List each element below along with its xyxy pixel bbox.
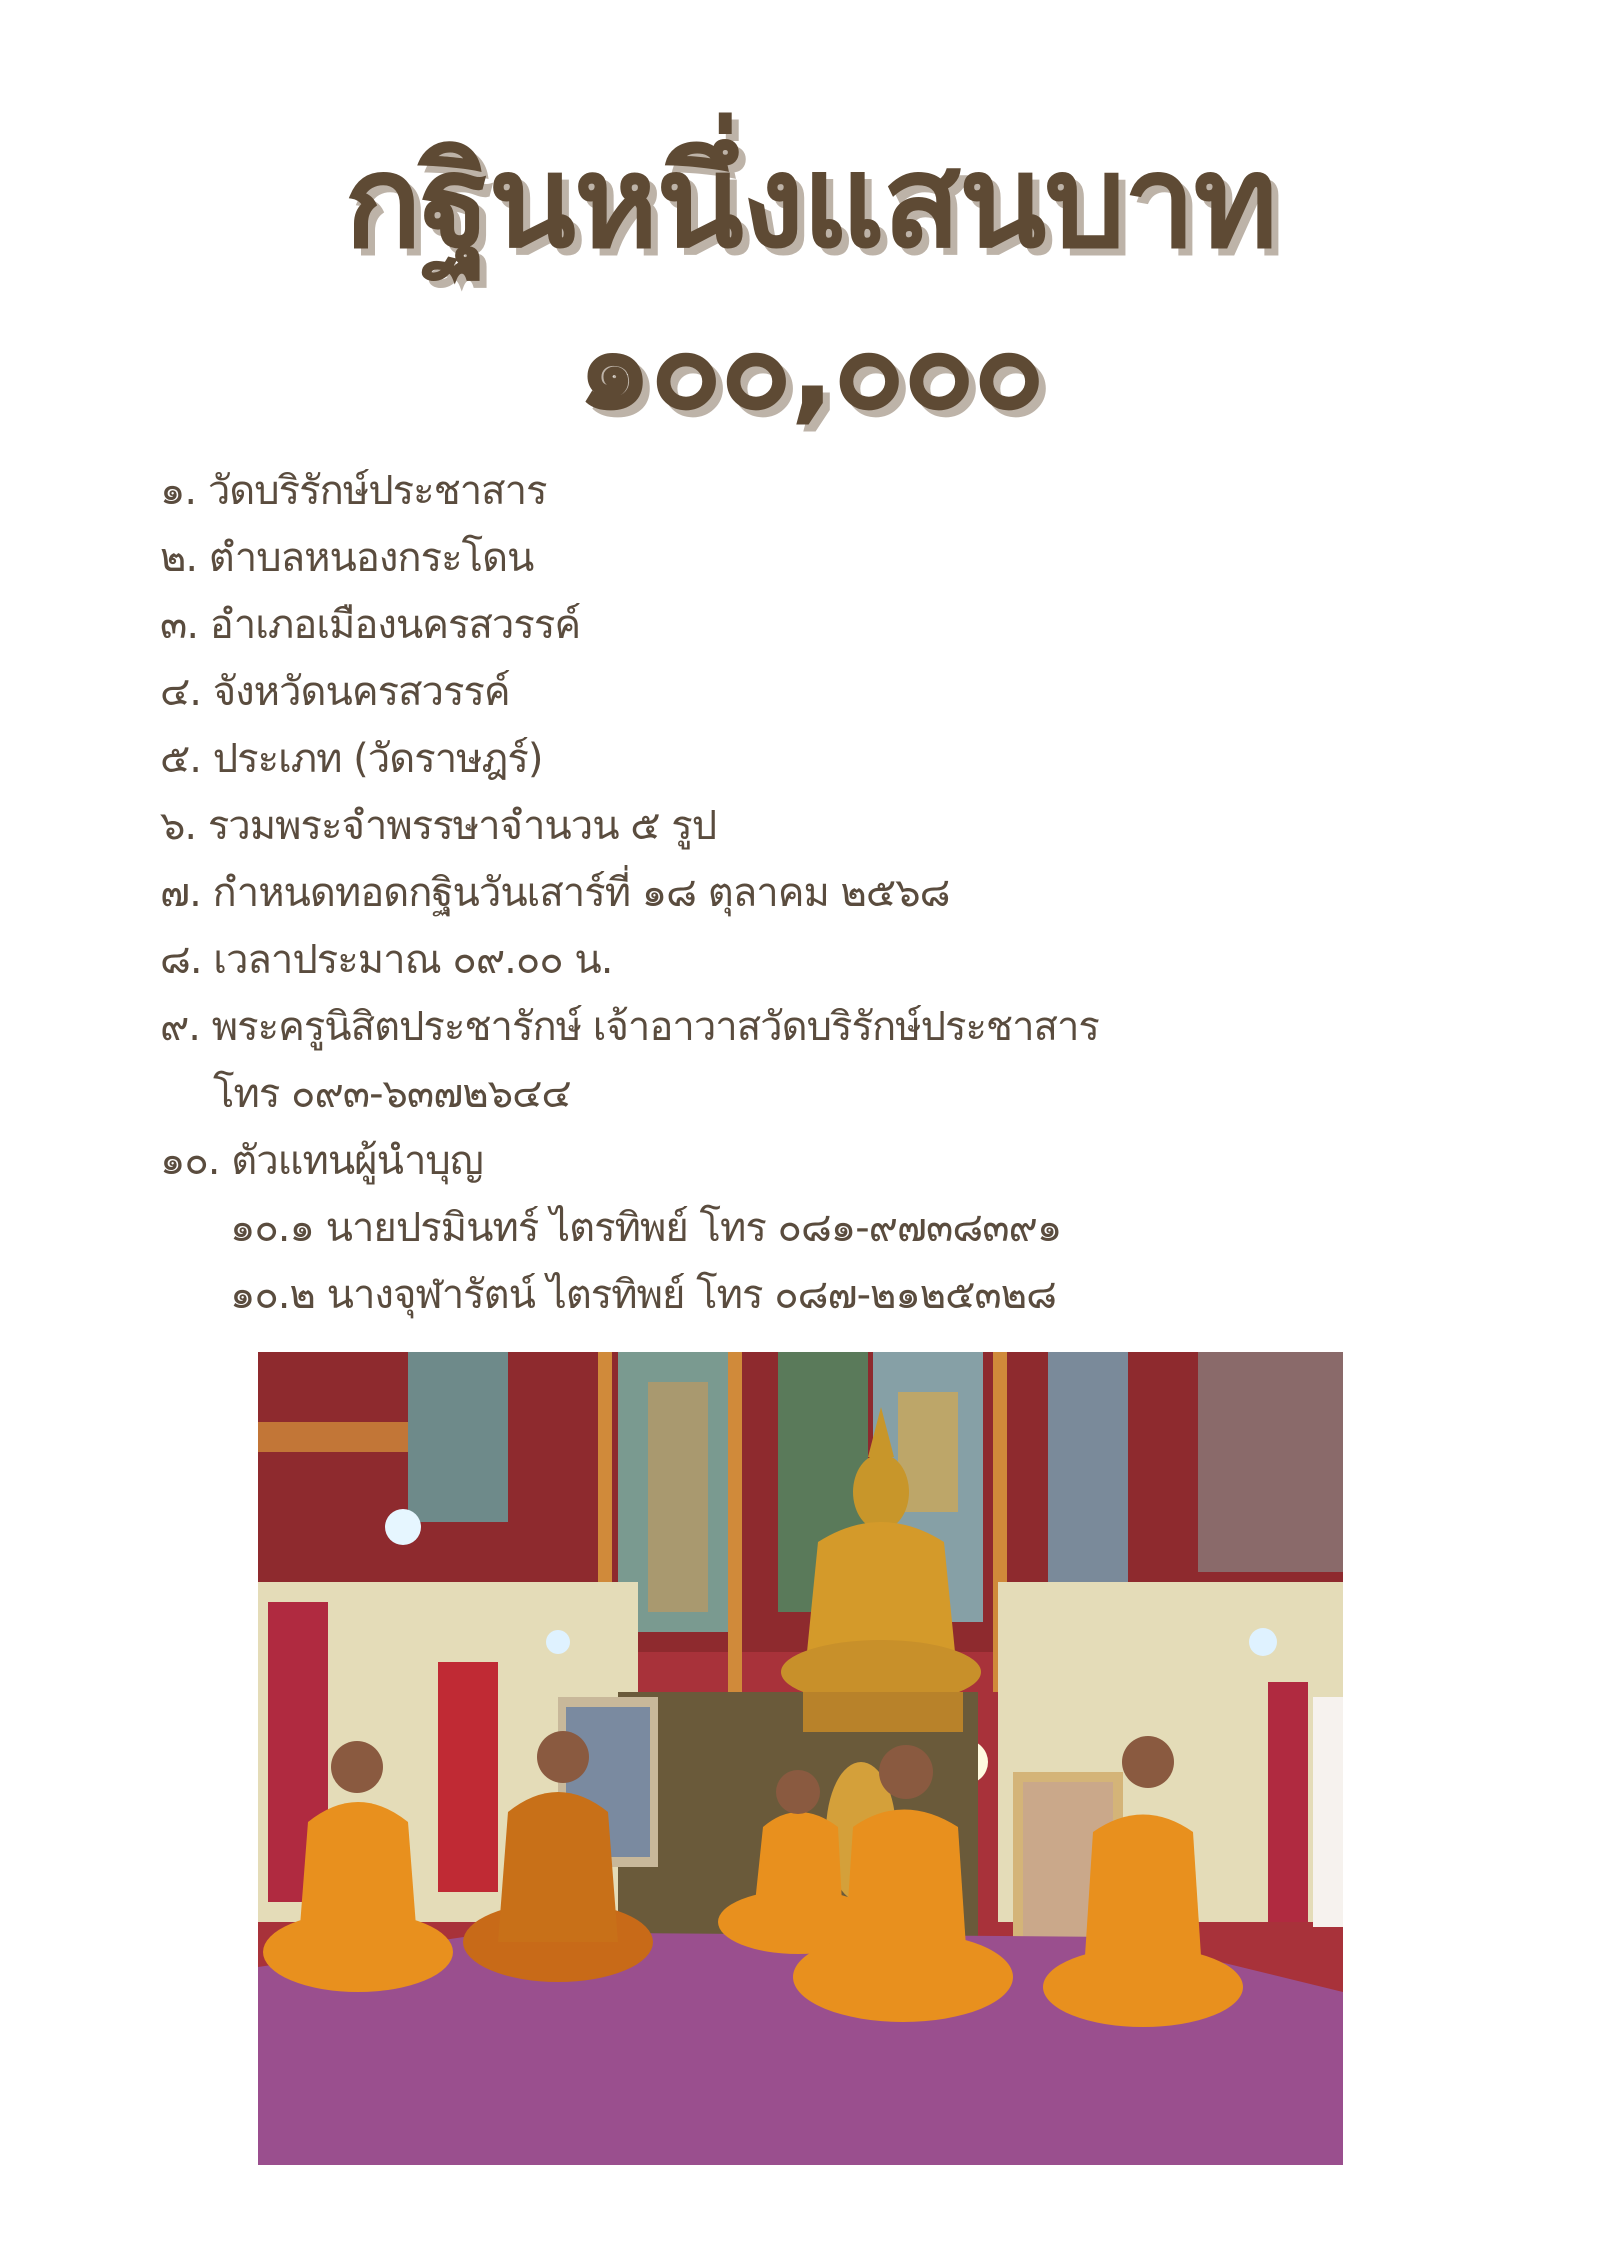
detail-temple-name: ๑. วัดบริรักษ์ประชาสาร <box>160 468 547 514</box>
detail-representative-1: ๑๐.๑ นายปรมินทร์ ไตรทิพย์ โทร ๐๘๑-๙๗๓๘๓๙๑ <box>230 1205 1062 1251</box>
details-list <box>160 458 1099 1329</box>
detail-representative-2: ๑๐.๒ นางจุฬารัตน์ ไตรทิพย์ โทร ๐๘๗-๒๑๒๕๓๒๘ <box>230 1272 1056 1318</box>
detail-district: ๓. อำเภอเมืองนครสวรรค์ <box>160 602 581 648</box>
detail-abbot-phone: โทร ๐๙๓-๖๓๗๒๖๔๔ <box>213 1071 571 1117</box>
detail-abbot: ๙. พระครูนิสิตประชารักษ์ เจ้าอาวาสวัดบริรักษ์ประชาสาร <box>160 1004 1099 1050</box>
detail-time: ๘. เวลาประมาณ ๐๙.๐๐ น. <box>160 937 613 983</box>
detail-monk-count: ๖. รวมพระจำพรรษาจำนวน ๕ รูป <box>160 803 717 849</box>
detail-province: ๔. จังหวัดนครสวรรค์ <box>160 669 510 715</box>
detail-temple-type: ๕. ประเภท (วัดราษฎร์) <box>160 736 543 782</box>
detail-date: ๗. กำหนดทอดกฐินวันเสาร์ที่ ๑๘ ตุลาคม ๒๕๖๘ <box>160 870 950 916</box>
page-title: กฐินหนึ่งแสนบาท <box>344 128 1276 277</box>
temple-monks-photo <box>258 1352 1343 2165</box>
detail-representatives-heading: ๑๐. ตัวแทนผู้นำบุญ <box>160 1138 483 1184</box>
donation-amount: ๑๐๐,๐๐๐ <box>577 298 1043 436</box>
detail-subdistrict: ๒. ตำบลหนองกระโดน <box>160 535 534 581</box>
